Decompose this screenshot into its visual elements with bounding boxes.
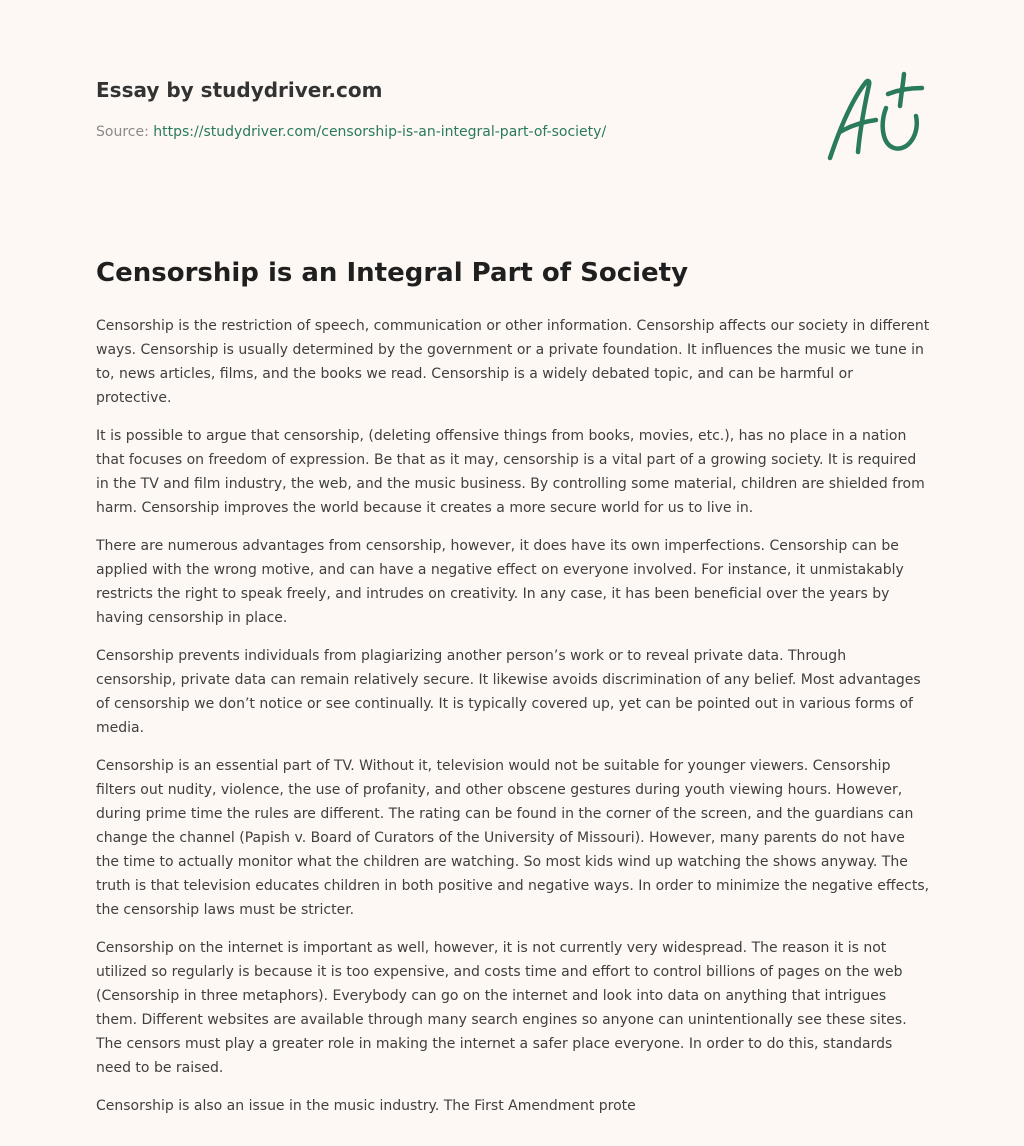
paragraph: Censorship on the internet is important as well, however, it is not currently very widespread. The reason it is not utilized so regularly is because it is too expensive, and costs time and effort to control billions of pages on the web (Censorship in three metaphors). Everybody can go on the internet and look into data on anything that intrigues them. Different websites are available through many search engines so anyone can unintentionally see these sites. The censors must play a greater role in making the internet a safer place everyone. In order to do this, standards need to be raised. (96, 940, 907, 1076)
essay-header (96, 72, 796, 142)
essay-by-heading: Essay by studydriver.com (96, 78, 383, 102)
essay-body (96, 314, 930, 1132)
source-line (96, 122, 796, 142)
paragraph: Censorship is the restriction of speech, communication or other information. Censorship affects our society in different ways. Censorship is usually determined by the government or a private foundation. It influences the music we tune in to, news articles, films, and the books we read. Censorship is a widely debated topic, and can be harmful or protective. (96, 318, 930, 406)
source-label: Source: (96, 124, 149, 140)
paragraph: It is possible to argue that censorship, (deleting offensive things from books, movies, etc.), has no place in a nation that focuses on freedom of expression. Be that as it may, censorship is a vital part of a growing society. It is required in the TV and film industry, the web, and the music business. By controlling some material, children are shielded from harm. Censorship improves the world because it creates a more secure world for us to live in. (96, 428, 925, 516)
paragraph: Censorship is also an issue in the music industry. The First Amendment prote (96, 1098, 636, 1114)
essay-title: Censorship is an Integral Part of Society (96, 258, 689, 288)
paragraph: Censorship prevents individuals from plagiarizing another person’s work or to reveal private data. Through censorship, private data can remain relatively secure. It likewise avoids discrimination of any belief. Most advantages of censorship we don’t notice or see continually. It is typically covered up, yet can be pointed out in various forms of media. (96, 648, 921, 736)
paragraph: There are numerous advantages from censorship, however, it does have its own imperfections. Censorship can be applied with the wrong motive, and can have a negative effect on everyone involved. For instance, it unmistakably restricts the right to speak freely, and intrudes on creativity. In any case, it has been beneficial over the years by having censorship in place. (96, 538, 904, 626)
source-link[interactable]: https://studydriver.com/censorship-is-an-integral-part-of-society/ (153, 124, 607, 140)
paragraph: Censorship is an essential part of TV. Without it, television would not be suitable for younger viewers. Censorship filters out nudity, violence, the use of profanity, and other obscene gestures during youth viewing hours. However, during prime time the rules are different. The rating can be found in the corner of the screen, and the guardians can change the channel (Papish v. Board of Curators of the University of Missouri). However, many parents do not have the time to actually monitor what the children are watching. So most kids wind up watching the shows anyway. The truth is that television educates children in both positive and negative ways. In order to minimize the negative effects, the censorship laws must be stricter. (96, 758, 930, 918)
a-plus-logo-icon (822, 68, 930, 166)
